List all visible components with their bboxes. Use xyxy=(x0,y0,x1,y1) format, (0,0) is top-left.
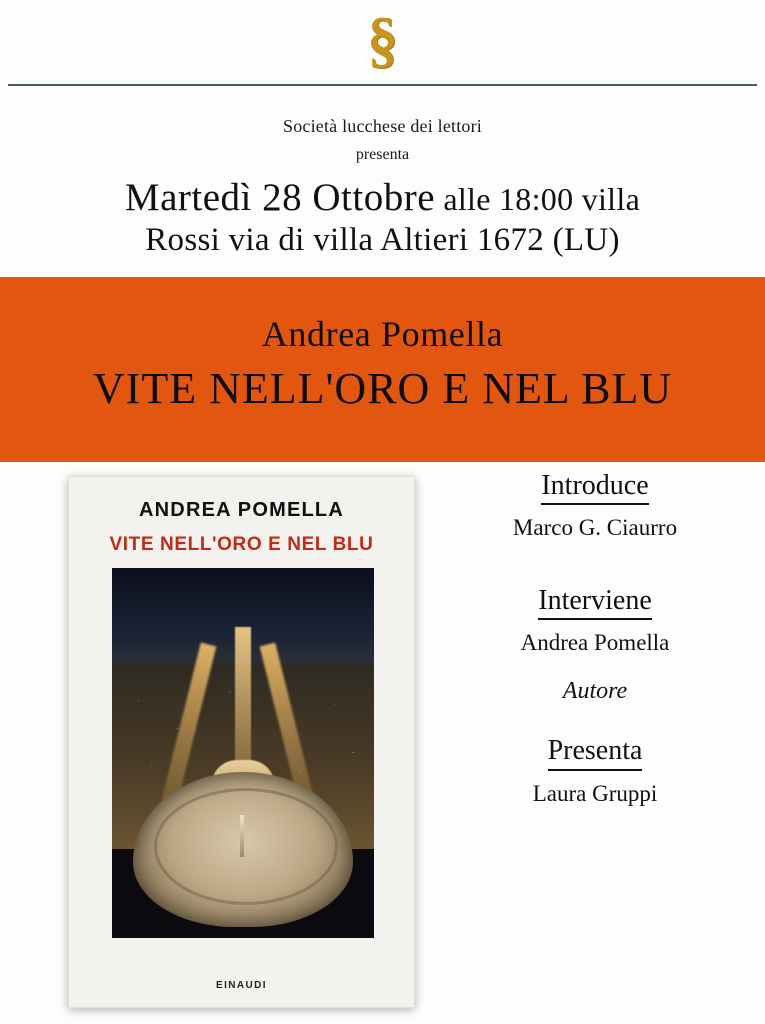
credit-heading: Presenta xyxy=(548,735,643,770)
logo-band xyxy=(0,0,765,88)
organizer-name: Società lucchese dei lettori xyxy=(282,116,483,136)
event-date: Martedì 28 Ottobre xyxy=(124,176,436,219)
section-sign-logo-icon: § xyxy=(367,6,398,74)
event-time-venue: alle 18:00 villa xyxy=(435,181,641,217)
band-author: Andrea Pomella xyxy=(261,314,504,354)
credit-heading: Interviene xyxy=(538,585,652,620)
credit-heading: Introduce xyxy=(541,470,648,505)
photo-piazza-ring xyxy=(154,788,338,905)
credit-block-introduce xyxy=(430,470,760,541)
book-cover-photo xyxy=(112,568,374,938)
credit-person: Andrea Pomella xyxy=(520,630,670,656)
credit-role: Autore xyxy=(562,678,628,705)
title-band xyxy=(0,277,765,462)
credit-person: Laura Gruppi xyxy=(532,780,658,806)
credit-block-presenta xyxy=(430,735,760,806)
photo-obelisk xyxy=(240,815,244,857)
book-cover-title: VITE NELL'ORO E NEL BLU xyxy=(109,534,374,555)
credits-column xyxy=(430,470,760,837)
event-datetime xyxy=(0,176,765,259)
credit-block-interviene xyxy=(430,585,760,705)
book-cover-author: ANDREA POMELLA xyxy=(139,499,344,521)
book-cover xyxy=(68,476,415,1008)
presenta-label: presenta xyxy=(355,146,410,163)
book-publisher: EINAUDI xyxy=(216,980,267,991)
credit-person: Marco G. Ciaurro xyxy=(512,515,678,541)
event-address: Rossi via di villa Altieri 1672 (LU) xyxy=(145,221,620,258)
header-divider xyxy=(8,84,757,86)
band-book-title: VITE NELL'ORO E NEL BLU xyxy=(92,364,673,413)
